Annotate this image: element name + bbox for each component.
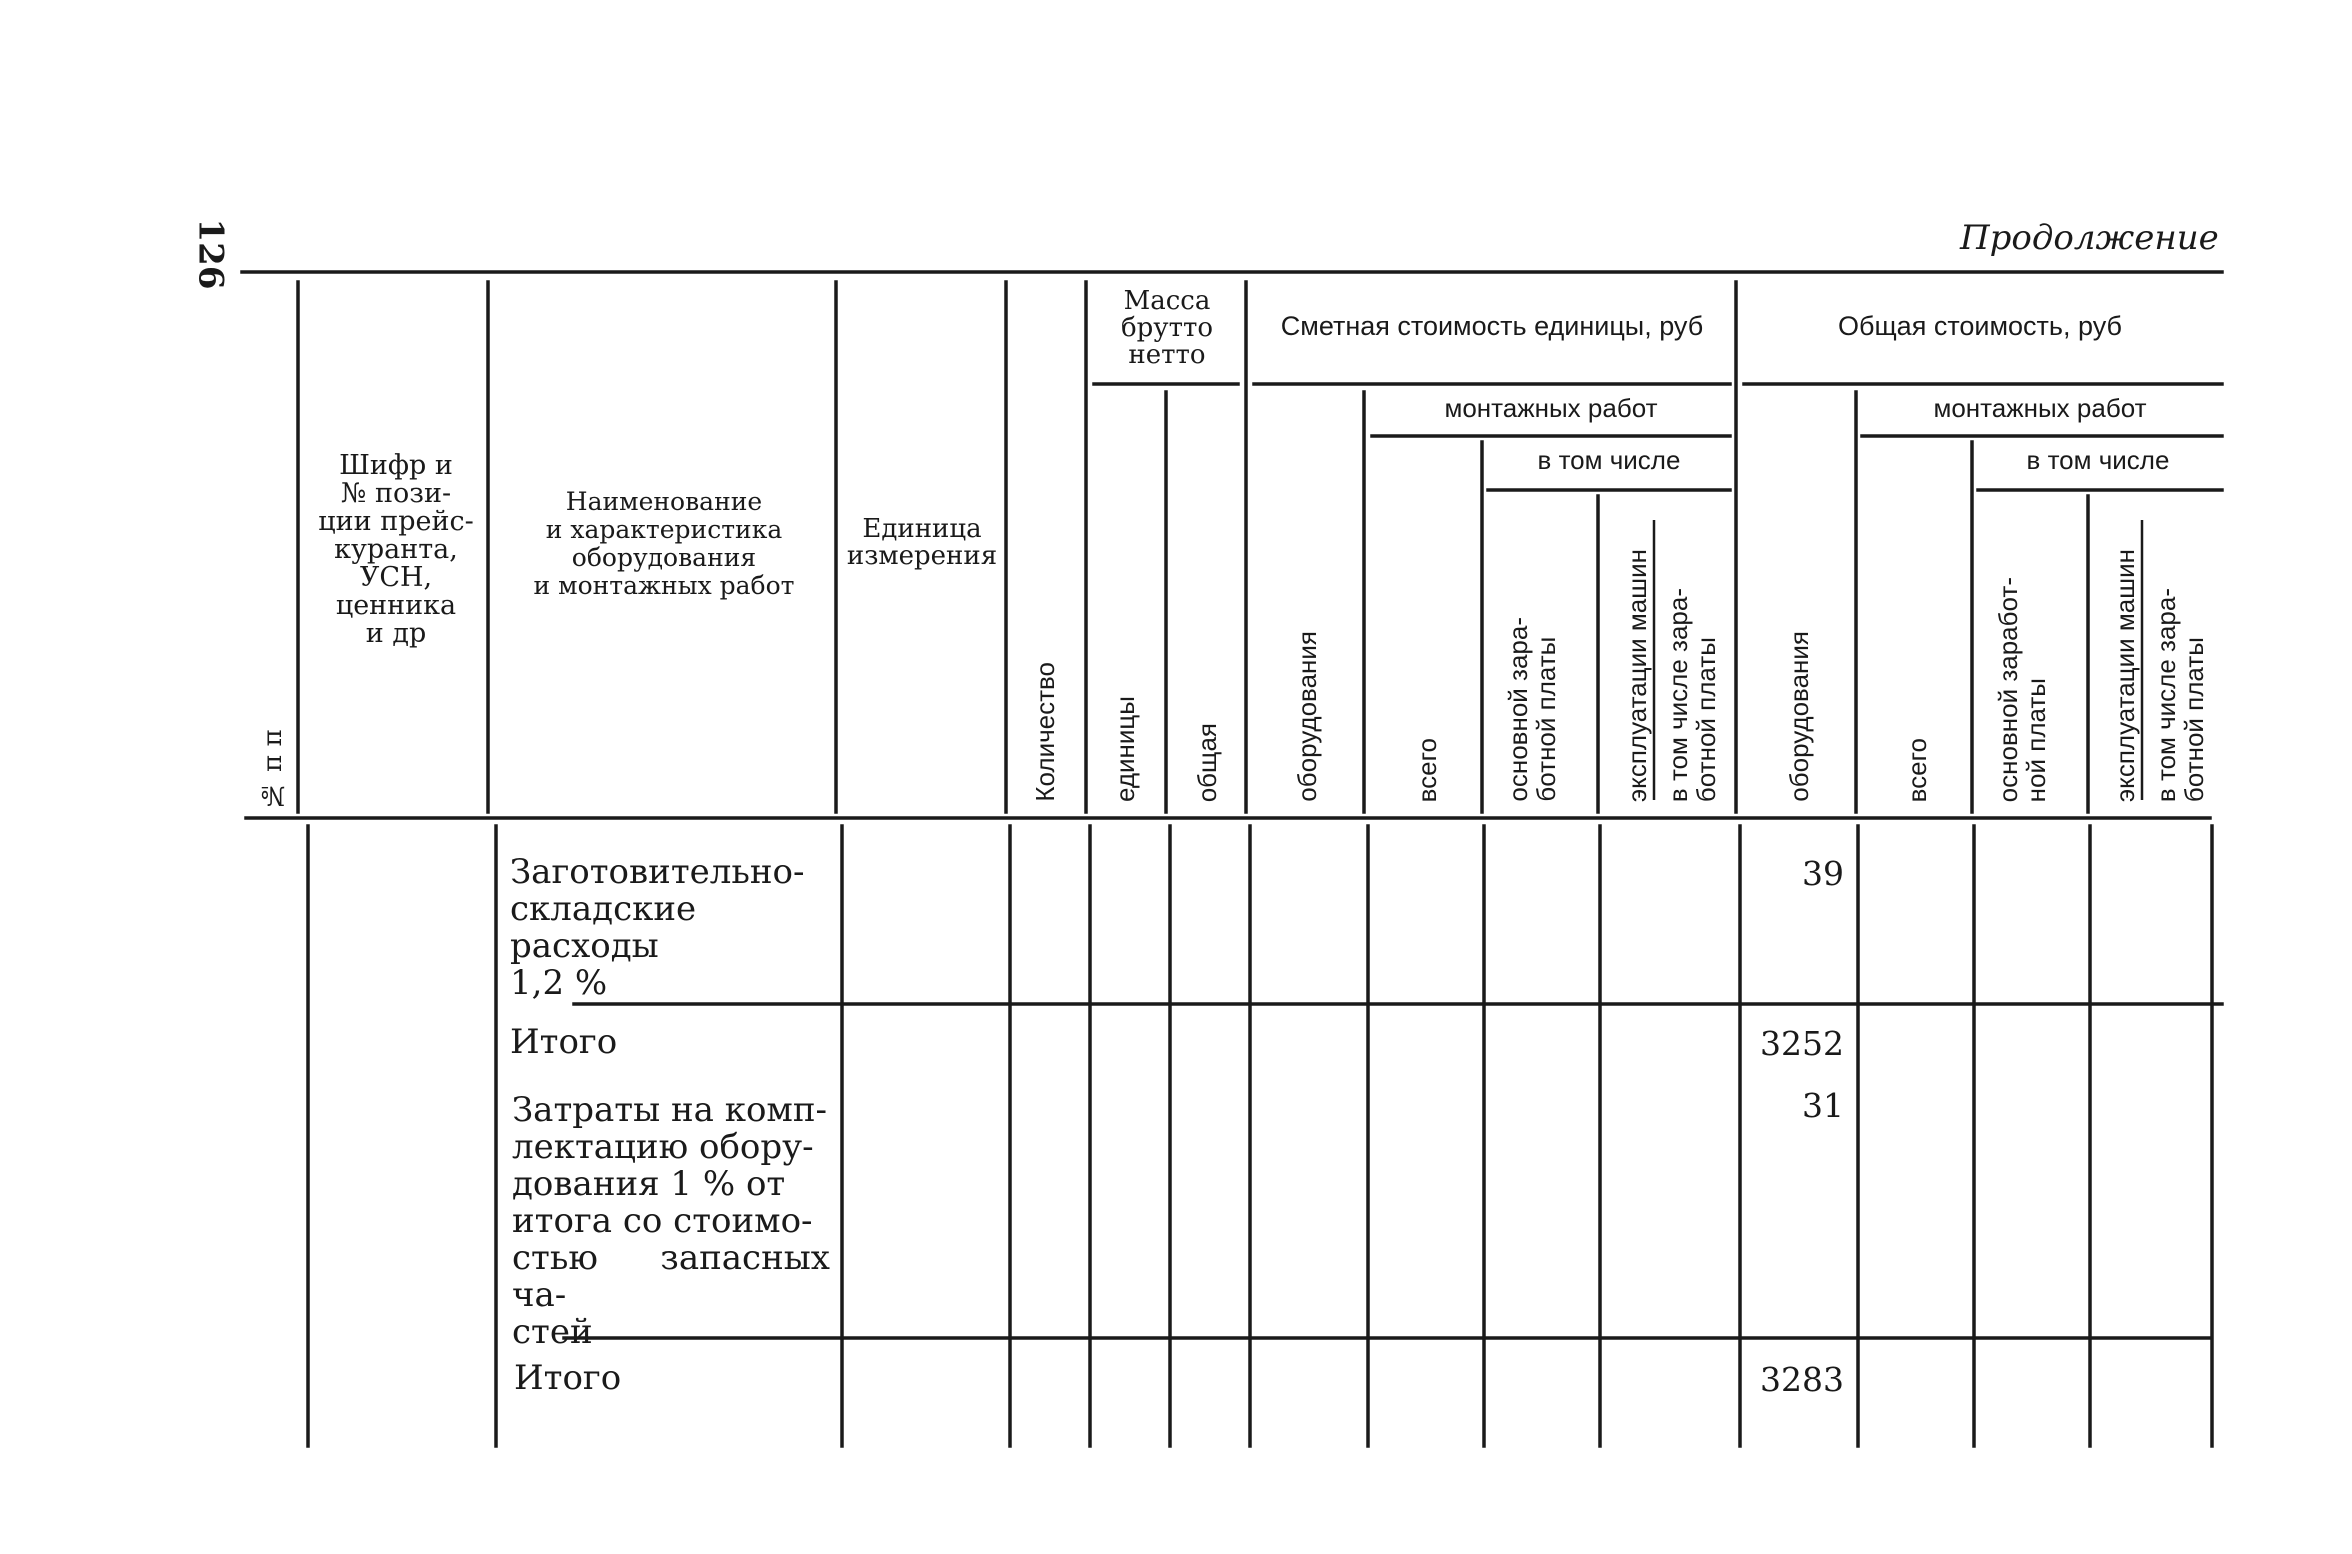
column-header-qty: Количество: [1030, 662, 1060, 802]
column-header-total-2: всего: [1902, 737, 1932, 802]
column-header-install-works: монтажных работ: [1444, 393, 1658, 423]
column-header-unit: Единица измерения: [846, 514, 998, 571]
row-equipment-total: 3252: [1760, 1024, 1844, 1063]
column-header-incl-wage-2: в том числе зара- ботной платы: [2151, 587, 2209, 802]
column-header-machine-op: эксплуатации машин: [1622, 548, 1652, 802]
row-name: Затраты на комп- лектацию обору- дования 1 % от итога со стоимо- стью запасных ча- стей: [512, 1090, 830, 1352]
row-name: Итого: [514, 1358, 622, 1398]
column-header-name: Наименование и характеристика оборудования и монтажных работ: [533, 487, 795, 600]
column-header-mass-unit: единицы: [1110, 695, 1140, 802]
row-name: Итого: [510, 1022, 618, 1062]
column-header-base-wage: основной зара- ботной платы: [1503, 617, 1561, 802]
column-header-incl-2: в том числе: [2026, 445, 2170, 475]
column-header-total-cost-group: Общая стоимость, руб: [1838, 311, 2122, 341]
column-header-code: Шифр и № пози- ции прейс- куранта, УСН, ценника и др: [318, 450, 474, 649]
column-header-mass-total: общая: [1192, 722, 1222, 802]
column-header-install-works-2: монтажных работ: [1933, 393, 2147, 423]
row-name: Заготовительно- складские расходы 1,2 %: [510, 852, 805, 1003]
row-equipment-total: 39: [1802, 854, 1844, 893]
row-equipment-total: 31: [1802, 1086, 1844, 1125]
column-header-machine-op-2: эксплуатации машин: [2110, 548, 2140, 802]
row-equipment-total: 3283: [1760, 1360, 1844, 1399]
column-header-incl: в том числе: [1537, 445, 1681, 475]
page-number: 126: [190, 218, 231, 290]
column-header-mass-group: Масса брутто нетто: [1120, 286, 1213, 370]
column-header-incl-wage: в том числе зара- ботной платы: [1663, 587, 1721, 802]
page-header-continuation: Продолжение: [1960, 218, 2219, 258]
column-header-equipment: оборудования: [1292, 631, 1322, 802]
column-header-equipment-2: оборудования: [1784, 631, 1814, 802]
column-header-np: № п п: [258, 728, 288, 810]
column-header-total: всего: [1412, 737, 1442, 802]
column-header-base-wage-2: основной заработ- ной платы: [1993, 576, 2051, 802]
column-header-unit-cost-group: Сметная стоимость единицы, руб: [1280, 311, 1704, 341]
